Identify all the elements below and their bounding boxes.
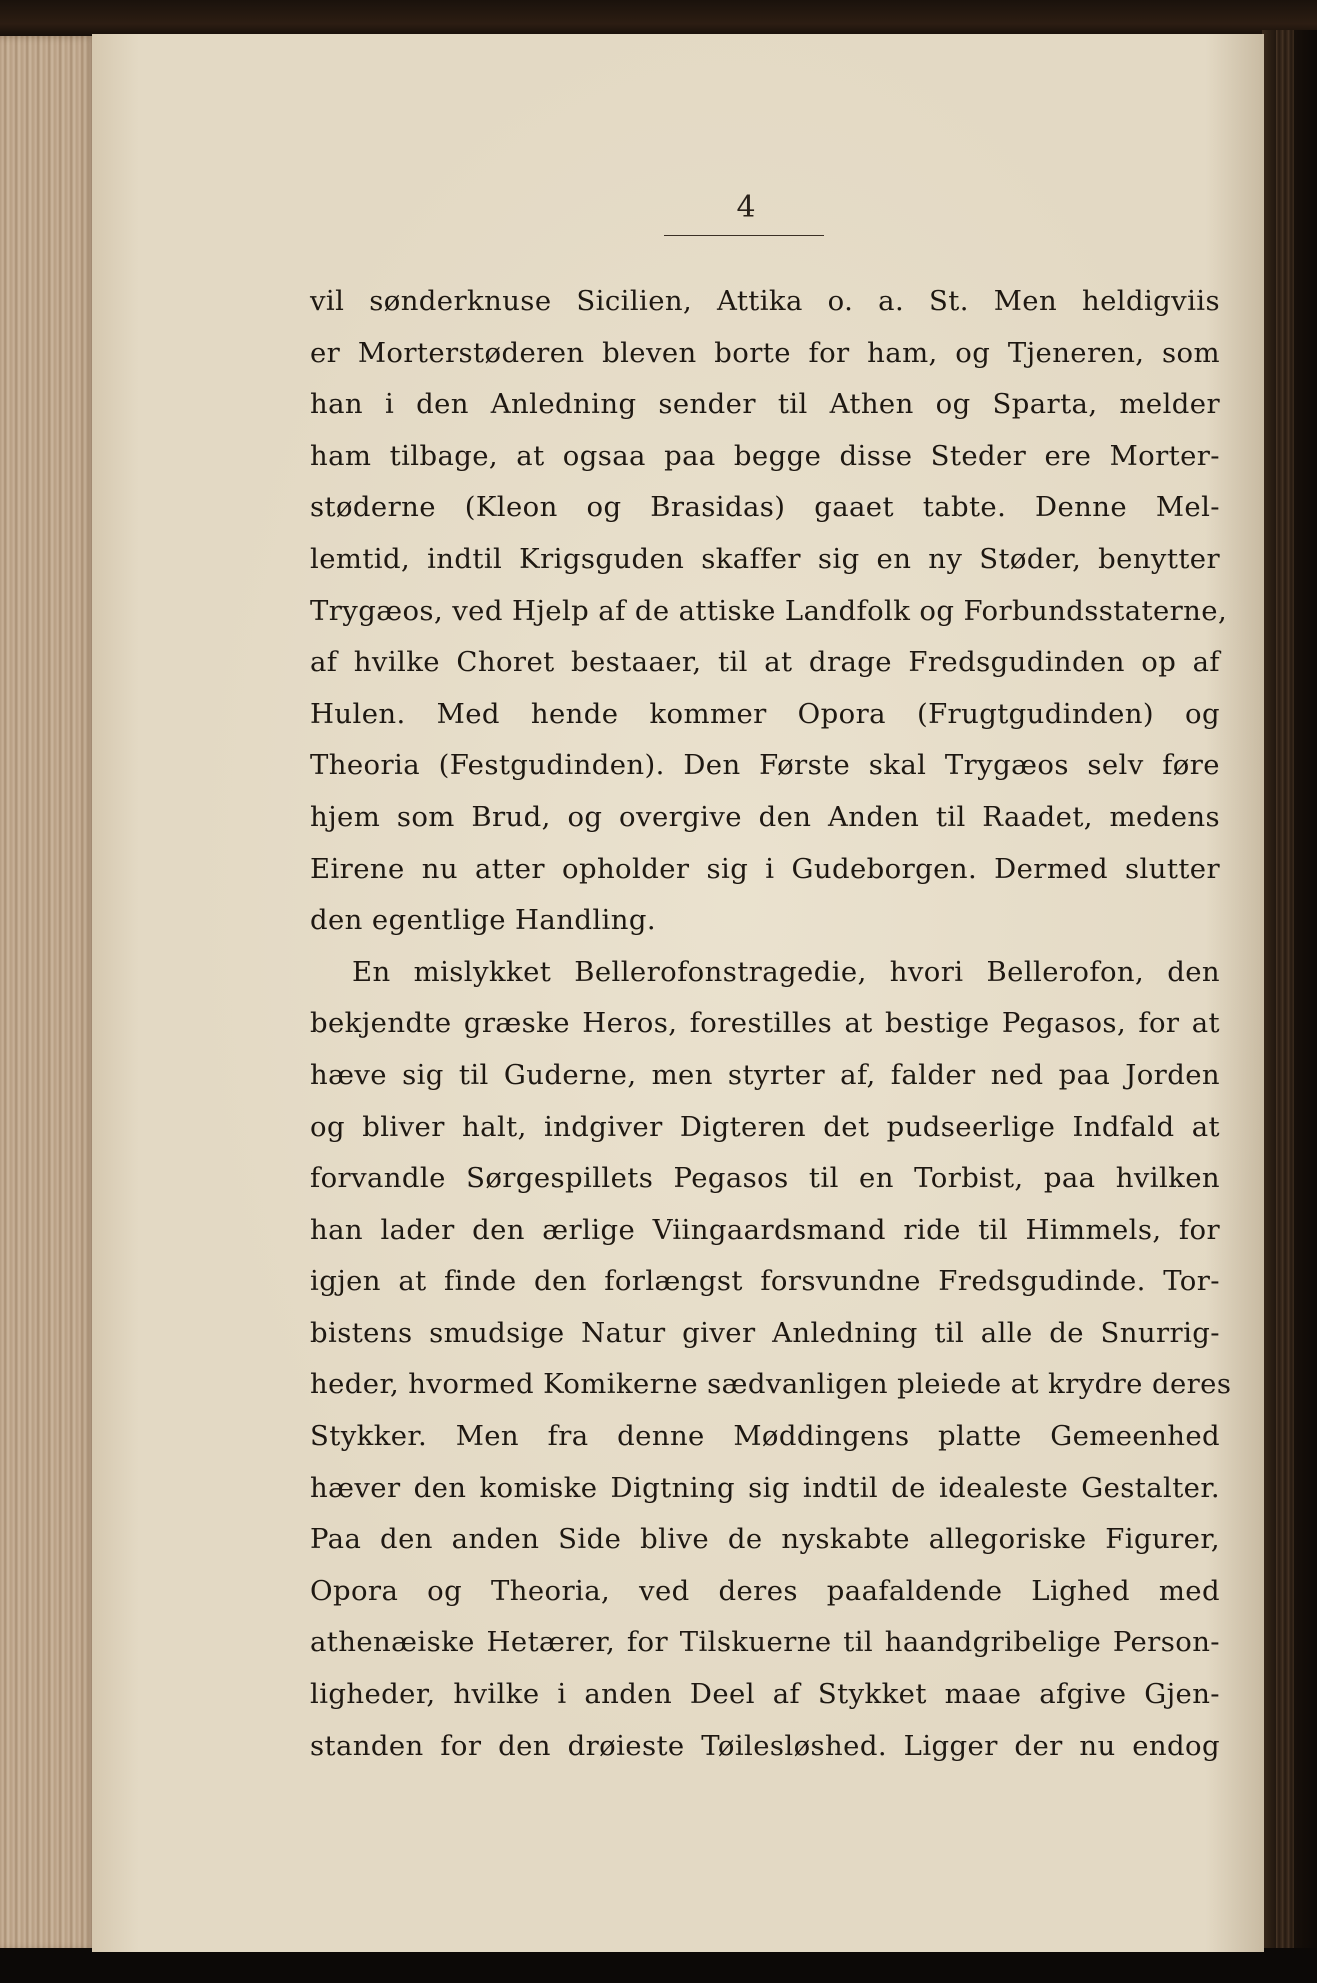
text-line: bistens smudsige Natur giver Anledning til alle de Snurrig- bbox=[310, 1316, 1220, 1349]
text-line: Opora og Theoria, ved deres paafaldende Lighed med bbox=[310, 1574, 1220, 1607]
text-line: ligheder, hvilke i anden Deel af Stykket maae afgive Gjen- bbox=[310, 1678, 1220, 1711]
text-line: Trygæos, ved Hjelp af de attiske Landfolk og Forbundsstaterne, bbox=[310, 594, 1228, 627]
text-line: forvandle Sørgespillets Pegasos til en Torbist, paa hvilken bbox=[310, 1162, 1220, 1195]
text-line: Theoria (Festgudinden). Den Første skal Trygæos selv føre bbox=[310, 749, 1220, 782]
text-line: bekjendte græske Heros, forestilles at bestige Pegasos, for at bbox=[310, 1007, 1220, 1040]
text-line: En mislykket Bellerofonstragedie, hvori Bellerofon, den bbox=[352, 955, 1220, 988]
text-line: standen for den drøieste Tøilesløshed. Ligger der nu endog bbox=[310, 1729, 1220, 1762]
text-line: Eirene nu atter opholder sig i Gudeborgen. Dermed slutter bbox=[310, 852, 1220, 885]
text-line: athenæiske Hetærer, for Tilskuerne til haandgribelige Person- bbox=[310, 1626, 1220, 1659]
page-edges-left bbox=[0, 36, 96, 1951]
text-line: han i den Anledning sender til Athen og Sparta, melder bbox=[310, 388, 1220, 421]
text-line: igjen at finde den forlængst forsvundne Fredsgudinde. Tor- bbox=[310, 1265, 1220, 1298]
text-line: Hulen. Med hende kommer Opora (Frugtgudinden) og bbox=[310, 697, 1220, 730]
page-number: 4 bbox=[736, 190, 756, 225]
header-rule bbox=[664, 235, 824, 236]
page-edges-right bbox=[1276, 30, 1294, 1955]
text-line: af hvilke Choret bestaaer, til at drage Fredsgudinden op af bbox=[310, 646, 1220, 679]
bottom-dark-edge bbox=[0, 1948, 1317, 1983]
text-line: heder, hvormed Komikerne sædvanligen pleiede at krydre deres bbox=[310, 1368, 1232, 1401]
text-line: hæver den komiske Digtning sig indtil de idealeste Gestalter. bbox=[310, 1471, 1220, 1504]
text-line: hjem som Brud, og overgive den Anden til Raadet, medens bbox=[310, 800, 1220, 833]
text-line: lemtid, indtil Krigsguden skaffer sig en ny Støder, benytter bbox=[310, 542, 1220, 575]
text-line: hæve sig til Guderne, men styrter af, falder ned paa Jorden bbox=[310, 1058, 1220, 1091]
text-line: støderne (Kleon og Brasidas) gaaet tabte. Denne Mel- bbox=[310, 491, 1220, 524]
text-line: den egentlige Handling. bbox=[310, 904, 656, 937]
text-line: Paa den anden Side blive de nyskabte allegoriske Figurer, bbox=[310, 1523, 1220, 1556]
text-line: og bliver halt, indgiver Digteren det pudseerlige Indfald at bbox=[310, 1110, 1220, 1143]
text-line: ham tilbage, at ogsaa paa begge disse Steder ere Morter- bbox=[310, 439, 1220, 472]
text-line: er Morterstøderen bleven borte for ham, og Tjeneren, som bbox=[310, 336, 1220, 369]
text-line: han lader den ærlige Viingaardsmand ride til Himmels, for bbox=[310, 1213, 1220, 1246]
text-line: vil sønderknuse Sicilien, Attika o. a. St. Men heldigviis bbox=[310, 285, 1220, 317]
text-line: Stykker. Men fra denne Møddingens platte Gemeenhed bbox=[310, 1420, 1220, 1453]
body-text bbox=[310, 276, 1232, 1772]
